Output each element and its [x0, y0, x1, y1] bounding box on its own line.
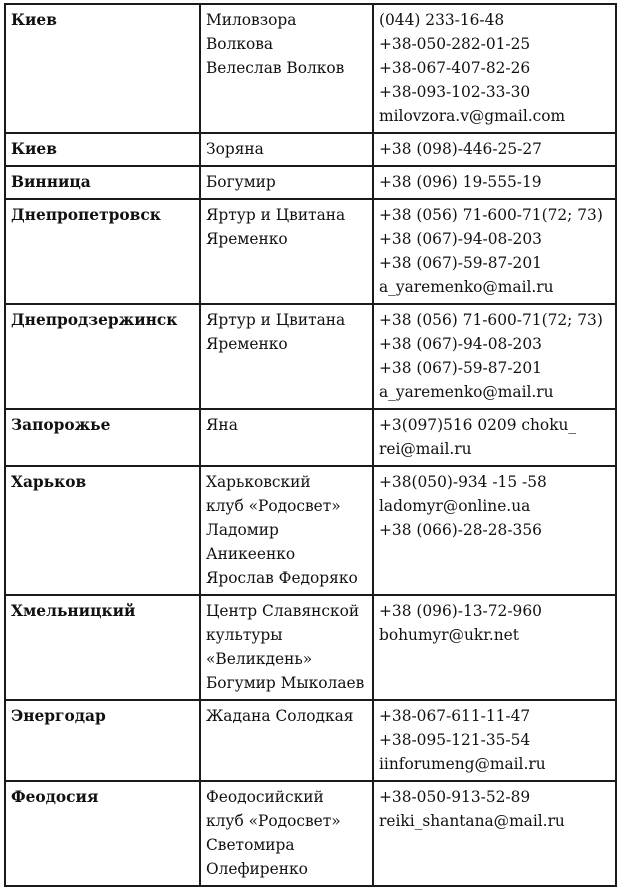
phone-number: +38-050-282-01-25 — [379, 35, 531, 53]
email-address: reiki_shantana@mail.ru — [379, 812, 565, 830]
city-name: Киев — [11, 11, 57, 29]
email-address: a_yaremenko@mail.ru — [379, 383, 554, 401]
email-address: ladomyr@online.ua — [379, 497, 531, 515]
city-cell — [5, 595, 200, 700]
city-cell — [5, 781, 200, 886]
contact-person-line: культуры — [206, 626, 283, 644]
phone-number: +38-067-611-11-47 — [379, 707, 531, 725]
contact-person-line: Жадана Солодкая — [206, 707, 354, 725]
contact-person-line: Яременко — [206, 230, 288, 248]
phone-number: +38 (067)-94-08-203 — [379, 230, 542, 248]
contact-persons-cell — [200, 4, 373, 133]
phone-number: +38-095-121-35-54 — [379, 731, 531, 749]
contact-person-line: Яртур и Цвитана — [206, 206, 346, 224]
table-row — [5, 781, 616, 886]
contact-person-line: Центр Славянской — [206, 602, 360, 620]
table-row — [5, 133, 616, 166]
city-name: Запорожье — [11, 416, 111, 434]
contact-person-line: Яртур и Цвитана — [206, 311, 346, 329]
contact-person-line: Зоряна — [206, 140, 264, 158]
email-address: rei@mail.ru — [379, 440, 472, 458]
city-cell — [5, 133, 200, 166]
table-row — [5, 4, 616, 133]
city-cell — [5, 700, 200, 781]
contact-details-cell — [373, 304, 616, 409]
email-address: milovzora.v@gmail.com — [379, 107, 566, 125]
contact-person-line: Яна — [206, 416, 238, 434]
contact-person-line: Волкова — [206, 35, 274, 53]
contacts-table-body — [5, 4, 616, 886]
contact-person-line: Харьковский — [206, 473, 311, 491]
city-name: Днепропетровск — [11, 206, 161, 224]
contacts-table — [4, 3, 617, 887]
city-cell — [5, 4, 200, 133]
contact-persons-cell — [200, 304, 373, 409]
phone-number: +38 (098)-446-25-27 — [379, 140, 542, 158]
city-name: Хмельницкий — [11, 602, 136, 620]
contact-persons-cell — [200, 133, 373, 166]
contact-person-line: Богумир Мыколаев — [206, 674, 365, 692]
contact-persons-cell — [200, 199, 373, 304]
contact-person-line: Миловзора — [206, 11, 297, 29]
contact-details-cell — [373, 466, 616, 595]
contact-person-line: Светомира — [206, 836, 295, 854]
contact-details-cell — [373, 409, 616, 466]
table-row — [5, 166, 616, 199]
phone-number: +38 (056) 71-600-71(72; 73) — [379, 206, 603, 224]
contact-person-line: Феодосийский — [206, 788, 324, 806]
contact-person-line: Велеслав Волков — [206, 59, 345, 77]
contact-persons-cell — [200, 466, 373, 595]
table-row — [5, 409, 616, 466]
phone-number: +38-050-913-52-89 — [379, 788, 531, 806]
contact-persons-cell — [200, 595, 373, 700]
table-row — [5, 199, 616, 304]
phone-number: (044) 233-16-48 — [379, 11, 505, 29]
contact-details-cell — [373, 595, 616, 700]
city-name: Харьков — [11, 473, 87, 491]
table-row — [5, 700, 616, 781]
phone-number: +38 (067)-94-08-203 — [379, 335, 542, 353]
contact-person-line: Яременко — [206, 335, 288, 353]
city-name: Феодосия — [11, 788, 99, 806]
email-address: +3(097)516 0209 choku_ — [379, 416, 577, 434]
table-row — [5, 595, 616, 700]
phone-number: +38 (066)-28-28-356 — [379, 521, 542, 539]
contact-person-line: Ладомир — [206, 521, 279, 539]
phone-number: +38-067-407-82-26 — [379, 59, 531, 77]
phone-number: +38(050)-934 -15 -58 — [379, 473, 547, 491]
contact-person-line: Ярослав Федоряко — [206, 569, 358, 587]
phone-number: +38 (067)-59-87-201 — [379, 254, 542, 272]
contact-details-cell — [373, 700, 616, 781]
contact-details-cell — [373, 199, 616, 304]
contact-persons-cell — [200, 409, 373, 466]
phone-number: +38-093-102-33-30 — [379, 83, 531, 101]
table-row — [5, 466, 616, 595]
contact-person-line: «Великдень» — [206, 650, 313, 668]
contact-persons-cell — [200, 166, 373, 199]
city-cell — [5, 166, 200, 199]
table-row — [5, 304, 616, 409]
contact-details-cell — [373, 4, 616, 133]
city-cell — [5, 304, 200, 409]
city-name: Энергодар — [11, 707, 106, 725]
city-cell — [5, 409, 200, 466]
email-address: iinforumeng@mail.ru — [379, 755, 546, 773]
contact-persons-cell — [200, 781, 373, 886]
contact-person-line: клуб «Родосвет» — [206, 497, 341, 515]
city-name: Днепродзержинск — [11, 311, 178, 329]
city-cell — [5, 199, 200, 304]
phone-number: +38 (067)-59-87-201 — [379, 359, 542, 377]
contact-person-line: клуб «Родосвет» — [206, 812, 341, 830]
city-cell — [5, 466, 200, 595]
contact-person-line: Аникеенко — [206, 545, 296, 563]
city-name: Киев — [11, 140, 57, 158]
email-address: a_yaremenko@mail.ru — [379, 278, 554, 296]
phone-number: +38 (096)-13-72-960 — [379, 602, 542, 620]
contact-details-cell — [373, 166, 616, 199]
contact-persons-cell — [200, 700, 373, 781]
contact-person-line: Богумир — [206, 173, 276, 191]
contact-details-cell — [373, 781, 616, 886]
email-address: bohumyr@ukr.net — [379, 626, 519, 644]
city-name: Винница — [11, 173, 91, 191]
phone-number: +38 (056) 71-600-71(72; 73) — [379, 311, 603, 329]
phone-number: +38 (096) 19-555-19 — [379, 173, 542, 191]
contact-person-line: Олефиренко — [206, 860, 308, 878]
contact-details-cell — [373, 133, 616, 166]
